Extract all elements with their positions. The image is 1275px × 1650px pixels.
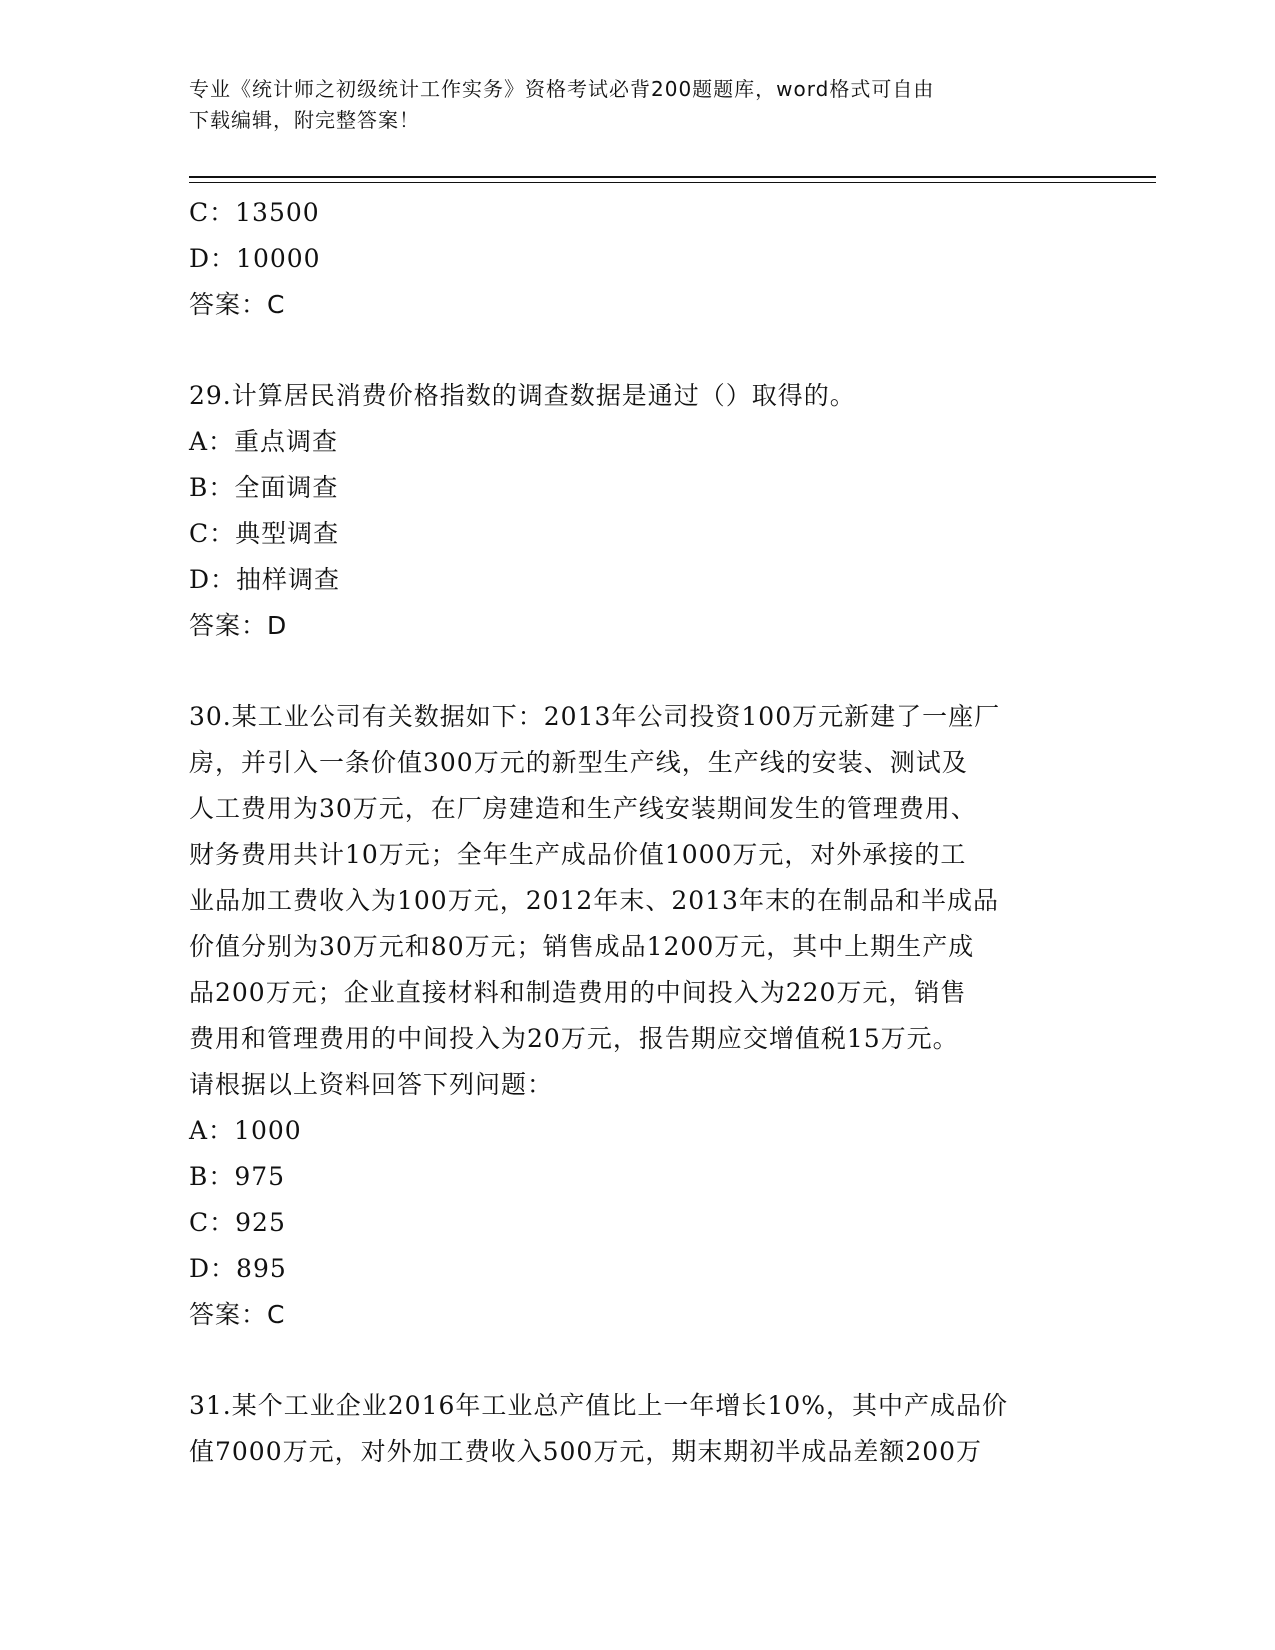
question-stem: 29.计算居民消费价格指数的调查数据是通过（）取得的。 (189, 381, 856, 410)
stem-line: 31.某个工业企业2016年工业总产值比上一年增长10%，其中产成品价 (189, 1391, 1008, 1420)
option-b: B：975 (189, 1162, 286, 1191)
option-b: B：全面调查 (189, 473, 339, 502)
header-line-2: 下载编辑，附完整答案！ (189, 108, 420, 132)
option-a: A：重点调查 (189, 427, 339, 456)
stem-line: 值7000万元，对外加工费收入500万元，期末期初半成品差额200万 (189, 1437, 983, 1466)
question-30 (189, 694, 1089, 1338)
question-29 (189, 373, 1089, 649)
spacer (189, 1338, 1089, 1383)
header-line-1: 专业《统计师之初级统计工作实务》资格考试必背200题题库，word格式可自由 (189, 77, 935, 101)
option-c: C：925 (189, 1208, 286, 1237)
question-28-tail (189, 190, 1089, 328)
option-c: C：13500 (189, 198, 320, 227)
question-stem (189, 694, 1089, 1108)
answer-line: 答案：C (189, 290, 286, 319)
option-a: A：1000 (189, 1116, 302, 1145)
stem-line: 30.某工业公司有关数据如下：2013年公司投资100万元新建了一座厂 (189, 702, 1001, 731)
page-header (189, 74, 1089, 136)
stem-line: 品200万元；企业直接材料和制造费用的中间投入为220万元，销售 (189, 978, 967, 1007)
stem-line: 价值分别为30万元和80万元；销售成品1200万元，其中上期生产成 (189, 932, 975, 961)
stem-line: 请根据以上资料回答下列问题： (189, 1070, 554, 1099)
question-stem (189, 1383, 1089, 1475)
question-content (189, 190, 1089, 1475)
answer-line: 答案：D (189, 611, 288, 640)
stem-line: 费用和管理费用的中间投入为20万元，报告期应交增值税15万元。 (189, 1024, 959, 1053)
question-31 (189, 1383, 1089, 1475)
spacer (189, 649, 1089, 694)
option-d: D：10000 (189, 244, 321, 273)
option-c: C：典型调查 (189, 519, 340, 548)
header-divider-thin (189, 182, 1156, 183)
stem-line: 财务费用共计10万元；全年生产成品价值1000万元，对外承接的工 (189, 840, 967, 869)
spacer (189, 328, 1089, 373)
option-d: D：895 (189, 1254, 287, 1283)
header-divider-thick (189, 176, 1156, 178)
option-d: D：抽样调查 (189, 565, 341, 594)
stem-line: 人工费用为30万元，在厂房建造和生产线安装期间发生的管理费用、 (189, 794, 977, 823)
stem-line: 房，并引入一条价值300万元的新型生产线，生产线的安装、测试及 (189, 748, 968, 777)
stem-line: 业品加工费收入为100万元，2012年末、2013年末的在制品和半成品 (189, 886, 999, 915)
answer-line: 答案：C (189, 1300, 286, 1329)
